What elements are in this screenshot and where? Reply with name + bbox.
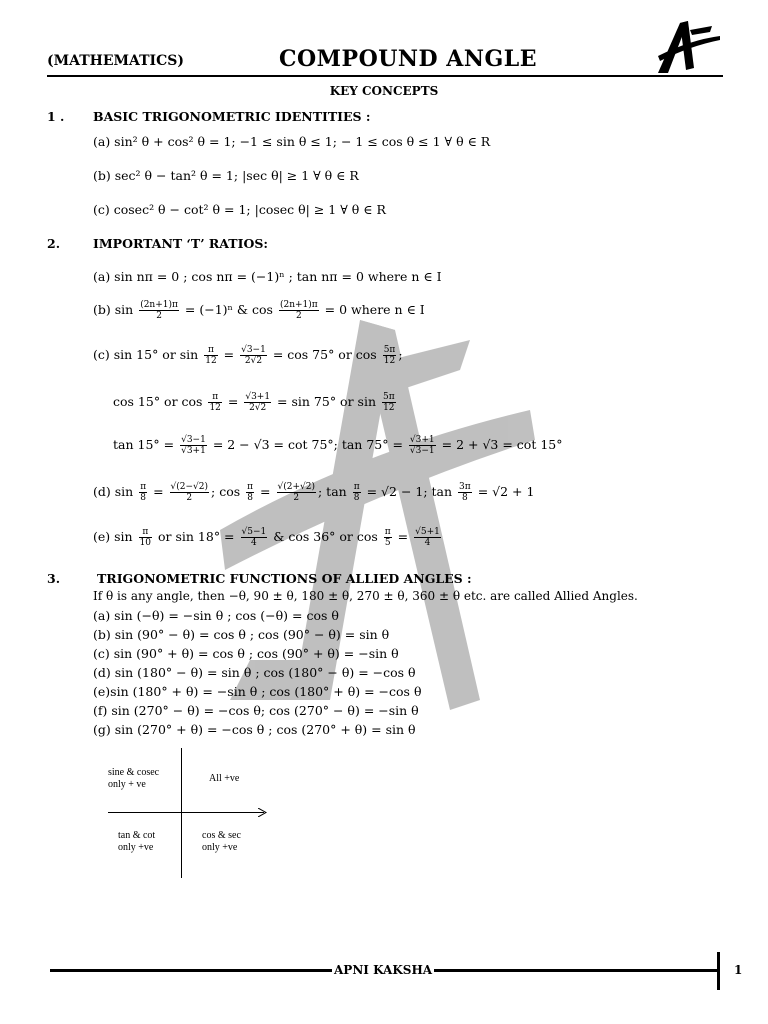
- footer-divider: [717, 952, 720, 990]
- section2-heading: IMPORTANT ‘T’ RATIOS:: [93, 236, 268, 251]
- allied-e: (e)sin (180° + θ) = −sin θ ; cos (180° + θ) = −cos θ: [93, 684, 422, 699]
- section1-number: 1 .: [47, 109, 65, 124]
- subject-label: (MATHEMATICS): [47, 53, 184, 69]
- identity-a: (a) sin² θ + cos² θ = 1; −1 ≤ sin θ ≤ 1; − 1 ≤ cos θ ≤ 1 ∀ θ ∈ R: [93, 134, 491, 149]
- ratio-e: (e) sin $\frac{\pi}{10}$ or sin 18° = $\frac{√5-1}{4}$ & cos 36° or cos $\frac{\pi}{5}$ = $\frac{√5+1}{4}$: [93, 527, 440, 548]
- page-title: COMPOUND ANGLE: [279, 46, 537, 72]
- quadrant-horizontal-axis: [108, 812, 264, 813]
- axis-arrow-icon: [258, 808, 267, 817]
- page-number: 1: [734, 963, 743, 977]
- quadrant-3-label: tan & cot only +ve: [118, 830, 156, 853]
- section2-number: 2.: [47, 236, 61, 251]
- quadrant-1-label: All +ve: [209, 773, 240, 784]
- footer-rule-right: [434, 969, 718, 972]
- section1-heading: BASIC TRIGONOMETRIC IDENTITIES :: [93, 109, 371, 124]
- identity-c: (c) cosec² θ − cot² θ = 1; |cosec θ| ≥ 1 ∀ θ ∈ R: [93, 202, 386, 217]
- allied-b: (b) sin (90° − θ) = cos θ ; cos (90° − θ) = sin θ: [93, 627, 390, 642]
- quadrant-vertical-axis: [181, 748, 182, 878]
- section3-heading: TRIGONOMETRIC FUNCTIONS OF ALLIED ANGLES :: [97, 571, 472, 586]
- header-rule: [47, 75, 723, 77]
- ratio-a: (a) sin nπ = 0 ; cos nπ = (−1)ⁿ ; tan nπ = 0 where n ∈ I: [93, 269, 442, 284]
- allied-c: (c) sin (90° + θ) = cos θ ; cos (90° + θ) = −sin θ: [93, 646, 399, 661]
- allied-a: (a) sin (−θ) = −sin θ ; cos (−θ) = cos θ: [93, 608, 339, 623]
- quadrant-2-label: sine & cosec only + ve: [108, 767, 160, 790]
- brand-logo-icon: [650, 18, 725, 78]
- identity-b: (b) sec² θ − tan² θ = 1; |sec θ| ≥ 1 ∀ θ ∈ R: [93, 168, 359, 183]
- ratio-c-line2: cos 15° or cos $\frac{\pi}{12}$ = $\frac{√3+1}{2√2}$ = sin 75° or sin $\frac{5\pi}{12}$: [113, 392, 395, 413]
- ratio-c-line1: (c) sin 15° or sin $\frac{\pi}{12}$ = $\frac{√3-1}{2√2}$ = cos 75° or cos $\frac{5\pi}{12}$ ;: [93, 345, 403, 366]
- ratio-c-line3: tan 15° = $\frac{√3-1}{√3+1}$ = 2 − √3 = cot 75°; tan 75° = $\frac{√3+1}{√3-1}$ = 2 + √3 = cot 15°: [113, 435, 563, 456]
- allied-g: (g) sin (270° + θ) = −cos θ ; cos (270° + θ) = sin θ: [93, 722, 416, 737]
- allied-f: (f) sin (270° − θ) = −cos θ; cos (270° − θ) = −sin θ: [93, 703, 419, 718]
- footer-rule-left: [50, 969, 332, 972]
- allied-intro: If θ is any angle, then −θ, 90 ± θ, 180 ± θ, 270 ± θ, 360 ± θ etc. are called Allied Angles.: [93, 589, 638, 603]
- ratio-b: (b) sin $\frac{(2n+1)\pi}{2}$ = (−1)ⁿ & cos $\frac{(2n+1)\pi}{2}$ = 0 where n ∈ I: [93, 300, 425, 321]
- ratio-d: (d) sin $\frac{\pi}{8}$ = $\frac{√(2-√2)}{2}$ ; cos $\frac{\pi}{8}$ = $\frac{√(2+√2)}{2}$ ; tan $\frac{\pi}{8}$ = √2 − 1; tan $\frac{3\pi}{8}$ = √2 + 1: [93, 482, 535, 503]
- key-concepts-heading: KEY CONCEPTS: [329, 84, 439, 98]
- allied-d: (d) sin (180° − θ) = sin θ ; cos (180° − θ) = −cos θ: [93, 665, 416, 680]
- footer-brand: APNI KAKSHA: [334, 963, 433, 977]
- quadrant-4-label: cos & sec only +ve: [202, 830, 241, 853]
- section3-number: 3.: [47, 571, 61, 586]
